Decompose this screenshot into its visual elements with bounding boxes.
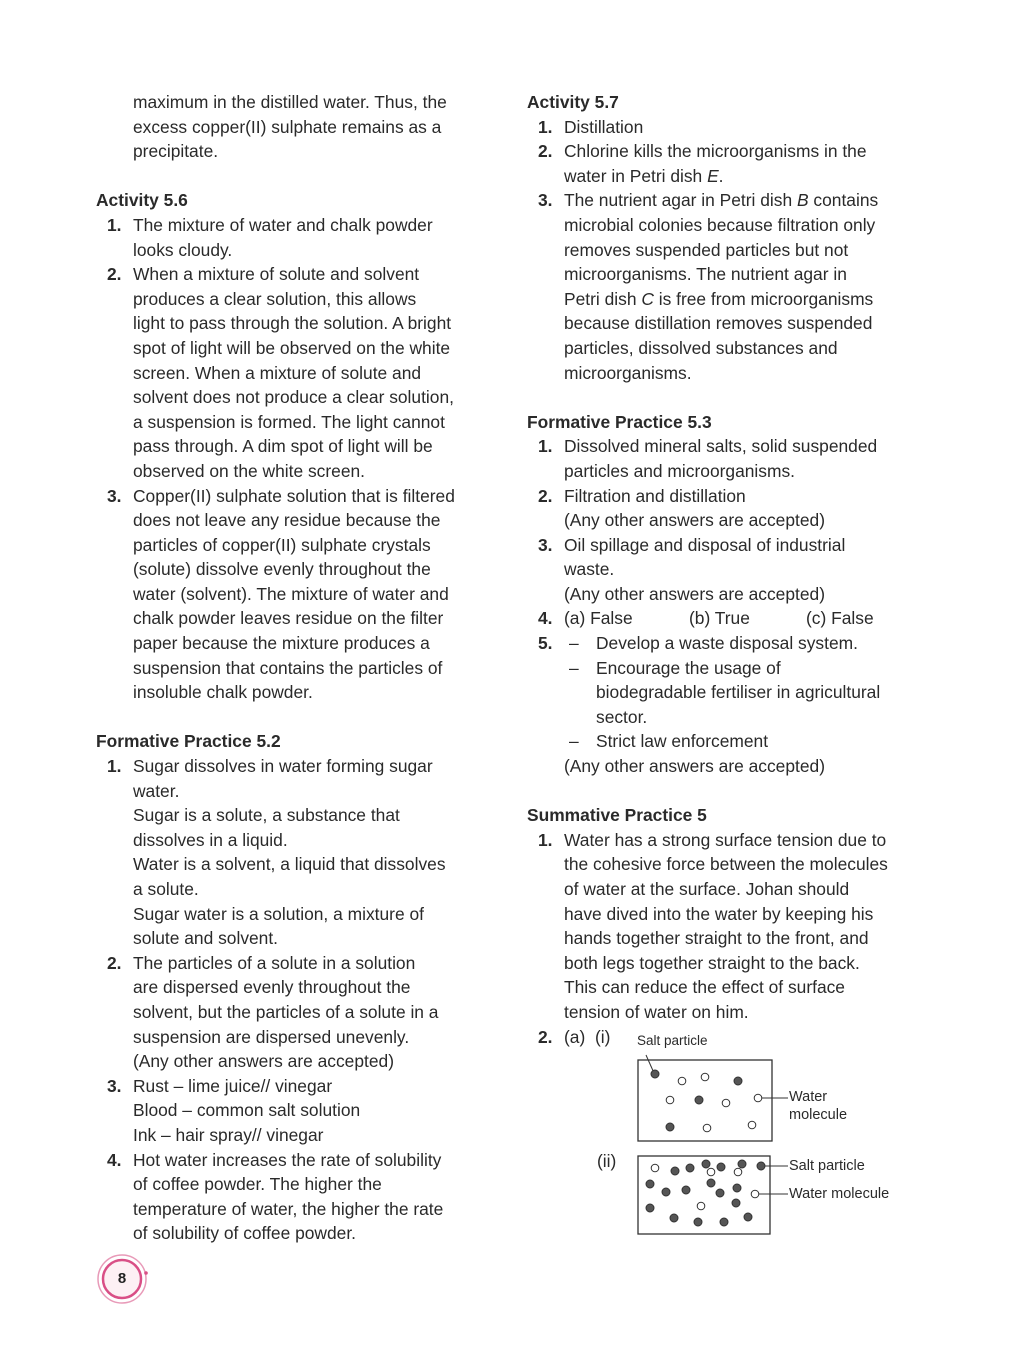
water-molecule <box>697 1202 705 1210</box>
solution-diagram <box>630 1050 790 1150</box>
water-molecule <box>703 1124 711 1132</box>
answer-a: (a) False <box>564 608 633 629</box>
page-number: 8 <box>117 1270 127 1287</box>
water-molecule <box>701 1073 709 1081</box>
part-a-label: (a) <box>564 1026 586 1047</box>
salt-particle <box>662 1188 670 1196</box>
diagram2-water-label: Water molecule <box>789 1186 890 1202</box>
suspension-diagram <box>630 1148 790 1240</box>
salt-particle <box>695 1096 703 1104</box>
sp-5-item-1: 1. Water has a strong surface tension due to the cohesive force between the molecules of water at the surface. Johan should have dived into the water by keeping his hands together straight to the front, and both legs together straight to the back. This can reduce the effect of surface tension of water on him. <box>538 829 888 1022</box>
salt-particle <box>646 1180 654 1188</box>
activity-5-6-item-2: 2. When a mixture of solute and solvent produces a clear solution, this allows light to pass through the solution. A bright spot of light will be observed on the white screen. When a mixture of solute and solvent does not produce a clear solution, a suspension is formed. The light cannot pass through. A dim spot of light will be observed on the white screen. <box>107 264 454 481</box>
diagram2-salt-label: Salt particle <box>789 1158 865 1174</box>
salt-particle <box>738 1160 746 1168</box>
fp-5-3-item-5: 5. – Develop a waste disposal system. – Encourage the usage of biodegradable fertiliser in agricultural sector. – Strict law enforcement (Any other answers are accepted) <box>527 631 927 779</box>
salt-particle <box>651 1070 659 1078</box>
item-number: 3. <box>107 485 122 506</box>
item-number: 2. <box>538 485 553 506</box>
right-column <box>527 90 927 1049</box>
fp-5-3-item-4 <box>527 606 927 631</box>
item-number: 2. <box>107 952 122 973</box>
activity-5-7-item-3: 3. The nutrient agar in Petri dish B contains microbial colonies because filtration only removes suspended particles but not microorganisms. The nutrient agar in Petri dish C is free from microorganisms because distillation removes suspended particles, dissolved substances and microorganisms. <box>538 190 879 383</box>
item-number: 1. <box>107 214 122 235</box>
water-molecule <box>666 1096 674 1104</box>
salt-particle <box>744 1213 752 1221</box>
activity-5-6-item-1: 1. The mixture of water and chalk powder looks cloudy. <box>107 214 433 260</box>
salt-particle <box>717 1163 725 1171</box>
water-molecule <box>651 1164 659 1172</box>
item-number: 1. <box>538 829 553 850</box>
continuation-line: maximum in the distilled water. Thus, the <box>133 92 447 112</box>
fp-5-2-item-2: 2. The particles of a solute in a solution are dispersed evenly throughout the solvent, but the particles of a solute in a suspension are dispersed unevenly. (Any other answers are accepted) <box>107 952 439 1072</box>
fp-5-3-item-2: 2. Filtration and distillation (Any other answers are accepted) <box>538 485 825 531</box>
dash-item: – Encourage the usage of biodegradable fertiliser in agricultural sector. <box>569 657 881 727</box>
page-number-badge <box>96 1253 148 1305</box>
item-number: 3. <box>538 534 553 555</box>
item-number: 3. <box>107 1075 122 1096</box>
formative-practice-5-2-heading: Formative Practice 5.2 <box>96 731 281 752</box>
salt-particle <box>671 1167 679 1175</box>
water-molecule <box>734 1168 742 1176</box>
dash-item: – Strict law enforcement <box>569 731 769 752</box>
activity-5-6-heading: Activity 5.6 <box>96 190 188 211</box>
salt-particle <box>666 1123 674 1131</box>
salt-particle <box>694 1218 702 1226</box>
continuation-line: precipitate. <box>133 141 219 162</box>
salt-particle <box>702 1160 710 1168</box>
item-number: 1. <box>538 116 553 137</box>
item-number: 1. <box>107 756 122 777</box>
fp-5-2-item-3: 3. Rust – lime juice// vinegar Blood – common salt solution Ink – hair spray// vinegar <box>107 1075 361 1145</box>
summative-practice-5-heading: Summative Practice 5 <box>527 805 707 826</box>
water-molecule <box>678 1077 686 1085</box>
salt-particle <box>757 1162 765 1170</box>
activity-5-7-heading: Activity 5.7 <box>527 92 619 112</box>
fp-5-2-item-4: 4. Hot water increases the rate of solubility of coffee powder. The higher the temperature of water, the higher the rate of solubility of coffee powder. <box>107 1149 444 1244</box>
salt-particle <box>716 1189 724 1197</box>
item-number: 2. <box>538 1026 553 1047</box>
item-number: 4. <box>107 1149 122 1170</box>
fp-5-2-item-1: 1. Sugar dissolves in water forming sugar water. Sugar is a solute, a substance that dissolves in a liquid. Water is a solvent, a liquid that dissolves a solute. Sugar water is a solution, a mixture of solute and solvent. <box>107 756 446 949</box>
diagram1-water-label: Water <box>789 1089 828 1105</box>
part-i-label: (i) <box>594 1026 611 1047</box>
formative-practice-5-3-heading: Formative Practice 5.3 <box>527 411 712 432</box>
salt-particle <box>733 1184 741 1192</box>
item-number: 4. <box>538 608 553 629</box>
water-molecule <box>754 1094 762 1102</box>
continuation-line: excess copper(II) sulphate remains as a <box>133 116 442 137</box>
water-molecule <box>722 1099 730 1107</box>
item-number: 2. <box>107 264 122 285</box>
salt-particle <box>707 1179 715 1187</box>
item-number: 5. <box>538 633 553 654</box>
item-number: 1. <box>538 436 553 457</box>
diagram1-salt-label: Salt particle <box>637 1033 708 1048</box>
water-molecule <box>748 1121 756 1129</box>
fp-5-3-item-3: 3. Oil spillage and disposal of industrial waste. (Any other answers are accepted) <box>538 534 846 604</box>
activity-5-7-item-2: 2. Chlorine kills the microorganisms in the water in Petri dish E. <box>538 141 867 186</box>
left-column <box>96 90 496 1246</box>
activity-5-7-item-1: 1. Distillation <box>527 115 927 140</box>
activity-5-6-item-3: 3. Copper(II) sulphate solution that is filtered does not leave any residue because the particles of copper(II) sulphate crystals (solute) dissolve evenly throughout the water (solvent). The mixture of water and chalk powder leaves residue on the filter paper because the mixture produces a suspension that contains the particles of insoluble chalk powder. <box>107 485 455 703</box>
answer-b: (b) True <box>689 608 750 629</box>
salt-particle <box>732 1199 740 1207</box>
water-molecule <box>707 1168 715 1176</box>
answer-c: (c) False <box>806 608 874 629</box>
part-ii-label: (ii) <box>597 1151 617 1171</box>
item-number: 2. <box>538 141 553 162</box>
fp-5-3-item-1: 1. Dissolved mineral salts, solid suspended particles and microorganisms. <box>538 436 878 481</box>
diagram1-molecule-label: molecule <box>789 1107 848 1123</box>
salt-particle <box>670 1214 678 1222</box>
sp-5-item-2 <box>527 1025 927 1050</box>
salt-particle <box>734 1077 742 1085</box>
salt-particle <box>720 1218 728 1226</box>
salt-particle <box>682 1186 690 1194</box>
item-number: 3. <box>538 190 553 211</box>
salt-particle <box>646 1204 654 1212</box>
salt-particle <box>686 1164 694 1172</box>
dash-item: – Develop a waste disposal system. <box>569 633 858 654</box>
water-molecule <box>751 1190 759 1198</box>
